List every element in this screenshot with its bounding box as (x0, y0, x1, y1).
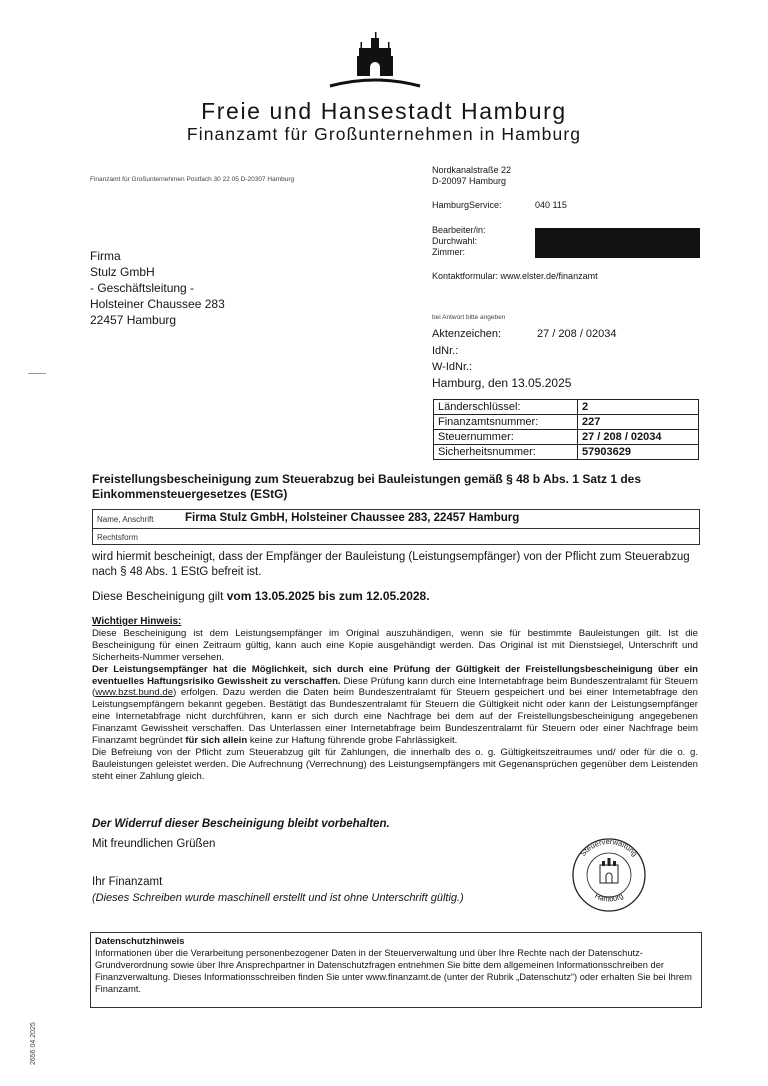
redaction-block (535, 228, 700, 258)
official-seal-icon (566, 833, 652, 913)
svg-text:Hamburg: Hamburg (593, 891, 625, 904)
privacy-text: Informationen über die Verarbeitung personenbezogener Daten in der Steuerverwaltung und über Ihre Rechte nach der Datenschutz-Grundverordnung sowie über Ihre Ansprechpartner in Datenschutzfragen entnehmen Sie bitte dem allgemeinen Informationsschreiben der Finanzverwaltung. Dieses Informationsschreiben finden Sie unter www.finanzamt.de (unter der Rubrik „Datenschutz“) oder erhalten Sie bei Ihrem Finanzamt. (95, 948, 692, 994)
hint-paragraph-2 (92, 664, 698, 747)
key-label: Steuernummer: (434, 430, 578, 445)
contact-labels (432, 225, 486, 258)
name-label: Name, Anschrift (97, 515, 154, 524)
certificate-body: wird hiermit bescheinigt, dass der Empfänger der Bauleistung (Leistungsempfänger) von der Pflicht zum Steuerabzug nach § 48 Abs. 1 EStG befreit ist. (92, 551, 690, 578)
idnr-label: IdNr.: (432, 345, 459, 357)
contact-label-bearbeiter: Bearbeiter/in: (432, 225, 486, 235)
greeting: Mit freundlichen Grüßen (92, 838, 216, 850)
revocation-notice: Der Widerruf dieser Bescheinigung bleibt vorbehalten. (92, 818, 390, 830)
key-value: 2 (578, 400, 699, 415)
office-city: D-20097 Hamburg (432, 176, 507, 186)
hint-paragraph-3: Die Befreiung von der Pflicht zum Steuerabzug gilt für Zahlungen, die innerhalb des o. g. Gültigkeitszeitraumes und/ oder für die o. g. Bauleistungen geleistet werden. Die Aufrechnung (Verrechnung) des Leistungsempfängers mit Gegenansprüchen gegenüber dem Leistenden steht einer Zahlung gleich. (92, 746, 698, 782)
table-row (434, 415, 699, 430)
service-value: 040 115 (535, 200, 567, 210)
table-row (434, 430, 699, 445)
validity-period: vom 13.05.2025 bis zum 12.05.2028. (226, 589, 430, 603)
fold-mark (28, 373, 46, 374)
key-value: 227 (578, 415, 699, 430)
recipient-line: - Geschäftsleitung - (90, 281, 195, 295)
wirtnr-label: W-IdNr.: (432, 361, 473, 373)
contact-form: Kontaktformular: www.elster.de/finanzamt (432, 271, 598, 281)
office-address (432, 165, 511, 187)
svg-text:Steuerverwaltung: Steuerverwaltung (578, 836, 640, 859)
recipient-address (90, 248, 225, 328)
tax-keys-table (433, 399, 699, 460)
key-value: 27 / 208 / 02034 (578, 430, 699, 445)
hint-paragraph-1: Diese Bescheinigung ist dem Leistungsempfänger im Original auszuhändigen, wenn sie für bestimmte Bauleistungen gilt. Ist die Bescheinigung für einen Zeitraum gültig, kann auch eine Kopie ausgehändigt werden. Das Original ist mit Dienstsiegel, Unterschrift und Sicherheits-Nummer versehen. (92, 627, 698, 663)
office-street: Nordkanalstraße 22 (432, 165, 512, 175)
name-value: Firma Stulz GmbH, Holsteiner Chaussee 283, 22457 Hamburg (185, 512, 520, 524)
recipient-line: Stulz GmbH (90, 265, 155, 279)
key-label: Sicherheitsnummer: (434, 445, 578, 460)
certificate-heading: Freistellungsbescheinigung zum Steuerabzug bei Bauleistungen gemäß § 48 b Abs. 1 Satz 1 des Einkommensteuergesetzes (EStG) (92, 472, 642, 501)
privacy-notice-box (90, 932, 702, 1008)
hint-bold-2: für sich allein (185, 735, 248, 747)
page-subtitle: Finanzamt für Großunternehmen in Hamburg (186, 124, 582, 144)
machine-note: (Dieses Schreiben wurde maschinell erstellt und ist ohne Unterschrift gültig.) (92, 892, 464, 904)
recipient-line: Holsteiner Chaussee 283 (90, 297, 225, 311)
sender-line: Finanzamt für Großunternehmen Postfach 30 22 05 D-20307 Hamburg (90, 176, 295, 183)
recipient-line: Firma (90, 249, 121, 263)
key-label: Finanzamtsnummer: (434, 415, 578, 430)
bzst-link[interactable]: www.bzst.bund.de (95, 687, 174, 699)
reference-note: bei Antwort bitte angeben (432, 314, 506, 321)
hint-text-a: Diese Prüfung kann durch eine Internetabfrage beim Bundeszentralamt für Steuern ( (92, 675, 699, 699)
aktenzeichen-label: Aktenzeichen: (432, 328, 502, 340)
important-hint (92, 616, 698, 783)
rechtsform-label: Rechtsform (97, 533, 138, 542)
recipient-name-box (92, 509, 700, 545)
table-row (434, 400, 699, 415)
hint-title: Wichtiger Hinweis: (92, 616, 182, 627)
key-label: Länderschlüssel: (434, 400, 578, 415)
hint-text-b: ) erfolgen. Dazu werden die Daten beim Bundeszentralamt für Steuern gespeichert und bei einer Internetabfrage den Leistungsempfängern bekannt gegeben. Bestätigt das Bundeszentralamt für Steuern die Gültigkeit nicht oder kann der Leistungsempfänger eine Internetabfrage nicht durchführen, kann er sich durch eine Nachfrage bei dem auf der Freistellungsbescheinigung angegebenen Finanzamt Gewissheit verschaffen. Das Unterlassen einer Internetabfrage beim Bundeszentralamt für Steuern oder einer Nachfrage beim Finanzamt begründet (92, 687, 698, 747)
recipient-line: 22457 Hamburg (90, 313, 177, 327)
hamburg-castle-logo (326, 30, 424, 92)
hint-bold-1: Der Leistungsempfänger hat die Möglichkeit, sich durch eine Prüfung der Gültigkeit der Freistellungsbescheinigung über ein eventuelles Haftungsrisiko Gewissheit zu verschaffen. (92, 663, 698, 687)
privacy-title: Datenschutzhinweis (95, 936, 185, 946)
aktenzeichen-value: 27 / 208 / 02034 (537, 328, 617, 340)
hint-text-c: keine zur Haftung führende grobe Fahrlässigkeit. (247, 735, 458, 747)
validity-line (92, 589, 430, 603)
contact-label-durchwahl: Durchwahl: (432, 236, 478, 246)
contact-label-zimmer: Zimmer: (432, 247, 465, 257)
key-value: 57903629 (578, 445, 699, 460)
name-row (93, 510, 699, 529)
signature: Ihr Finanzamt (92, 876, 163, 888)
form-code: 2656 04.2025 (30, 1022, 37, 1065)
privacy-notice (95, 935, 693, 995)
page-title: Freie und Hansestadt Hamburg (201, 98, 567, 124)
table-row (434, 445, 699, 460)
letter-date: Hamburg, den 13.05.2025 (432, 376, 572, 390)
validity-prefix: Diese Bescheinigung gilt (92, 589, 227, 603)
service-label: HamburgService: (432, 200, 502, 210)
